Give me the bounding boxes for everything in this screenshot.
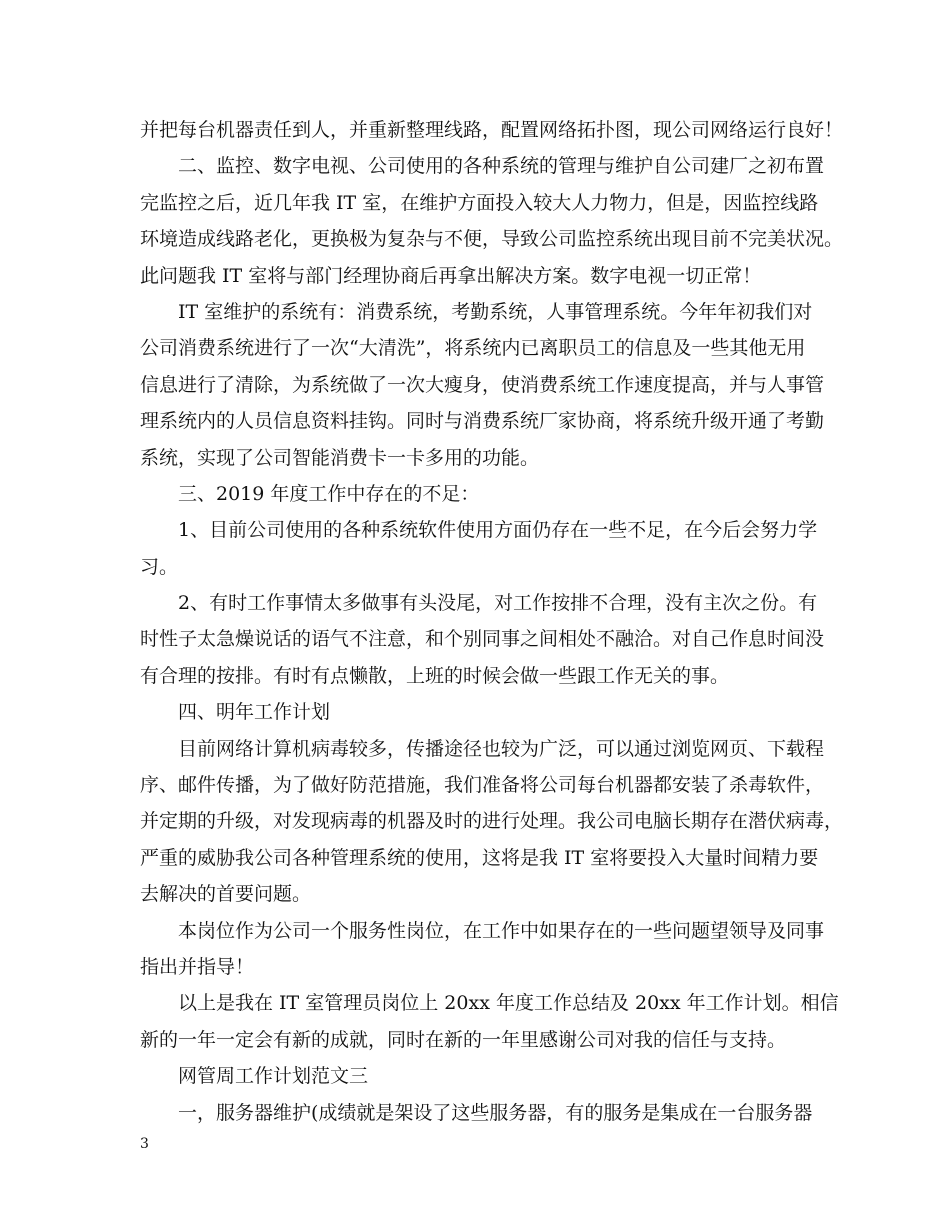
text-line: 去解决的首要问题。 xyxy=(140,883,312,906)
text-line: 四、明年工作计划 xyxy=(178,701,331,724)
text-line: 一，服务器维护(成绩就是架设了这些服务器，有的服务是集成在一台服务器 xyxy=(178,1101,813,1124)
text-line: 以上是我在 IT 室管理员岗位上 20xx 年度工作总结及 20xx 年工作计划。相信 xyxy=(178,992,839,1015)
text-line: 并把每台机器责任到人，并重新整理线路，配置网络拓扑图，现公司网络运行良好！ xyxy=(140,119,844,141)
text-line: 环境造成线路老化，更换极为复杂与不便，导致公司监控系统出现目前不完美状况。 xyxy=(140,228,844,251)
text-line: 序、邮件传播，为了做好防范措施，我们准备将公司每台机器都安装了杀毒软件， xyxy=(140,774,825,797)
text-line: 信息进行了清除，为系统做了一次大瘦身，使消费系统工作速度提高，并与人事管 xyxy=(140,373,825,396)
text-line: IT 室维护的系统有：消费系统，考勤系统，人事管理系统。今年年初我们对 xyxy=(178,300,813,323)
text-line: 二、监控、数字电视、公司使用的各种系统的管理与维护自公司建厂之初布置 xyxy=(178,155,825,178)
text-line: 此问题我 IT 室将与部门经理协商后再拿出解决方案。数字电视一切正常！ xyxy=(140,264,762,287)
text-line: 指出并指导！ xyxy=(140,955,255,978)
text-line: 公司消费系统进行了一次“大清洗”，将系统内已离职员工的信息及一些其他无用 xyxy=(140,337,806,360)
document-body xyxy=(140,112,844,1131)
text-line: 严重的威胁我公司各种管理系统的使用，这将是我 IT 室将要投入大量时间精力要 xyxy=(140,846,819,869)
text-line: 系统，实现了公司智能消费卡一卡多用的功能。 xyxy=(140,446,540,469)
text-line: 目前网络计算机病毒较多，传播途径也较为广泛，可以通过浏览网页、下载程 xyxy=(178,737,825,760)
text-line: 1、目前公司使用的各种系统软件使用方面仍存在一些不足，在今后会努力学 xyxy=(178,519,818,542)
text-line: 理系统内的人员信息资料挂钩。同时与消费系统厂家协商，将系统升级开通了考勤 xyxy=(140,410,825,433)
text-line: 三、2019 年度工作中存在的不足： xyxy=(178,482,480,505)
text-line: 2、有时工作事情太多做事有头没尾，对工作按排不合理，没有主次之份。有 xyxy=(178,592,818,615)
text-line: 完监控之后，近几年我 IT 室，在维护方面投入较大人力物力，但是，因监控线路 xyxy=(140,191,819,214)
text-line: 时性子太急燥说话的语气不注意，和个别同事之间相处不融洽。对自己作息时间没 xyxy=(140,628,825,651)
text-line: 网管周工作计划范文三 xyxy=(178,1065,369,1088)
text-line: 有合理的按排。有时有点懒散，上班的时候会做一些跟工作无关的事。 xyxy=(140,664,730,687)
text-line: 习。 xyxy=(140,555,179,578)
text-line: 并定期的升级，对发现病毒的机器及时的进行处理。我公司电脑长期存在潜伏病毒， xyxy=(140,810,844,833)
text-line: 本岗位作为公司一个服务性岗位，在工作中如果存在的一些问题望领导及同事 xyxy=(178,919,825,942)
page-number: 3 xyxy=(140,1136,149,1152)
text-line: 新的一年一定会有新的成就，同时在新的一年里感谢公司对我的信任与支持。 xyxy=(140,1028,787,1051)
